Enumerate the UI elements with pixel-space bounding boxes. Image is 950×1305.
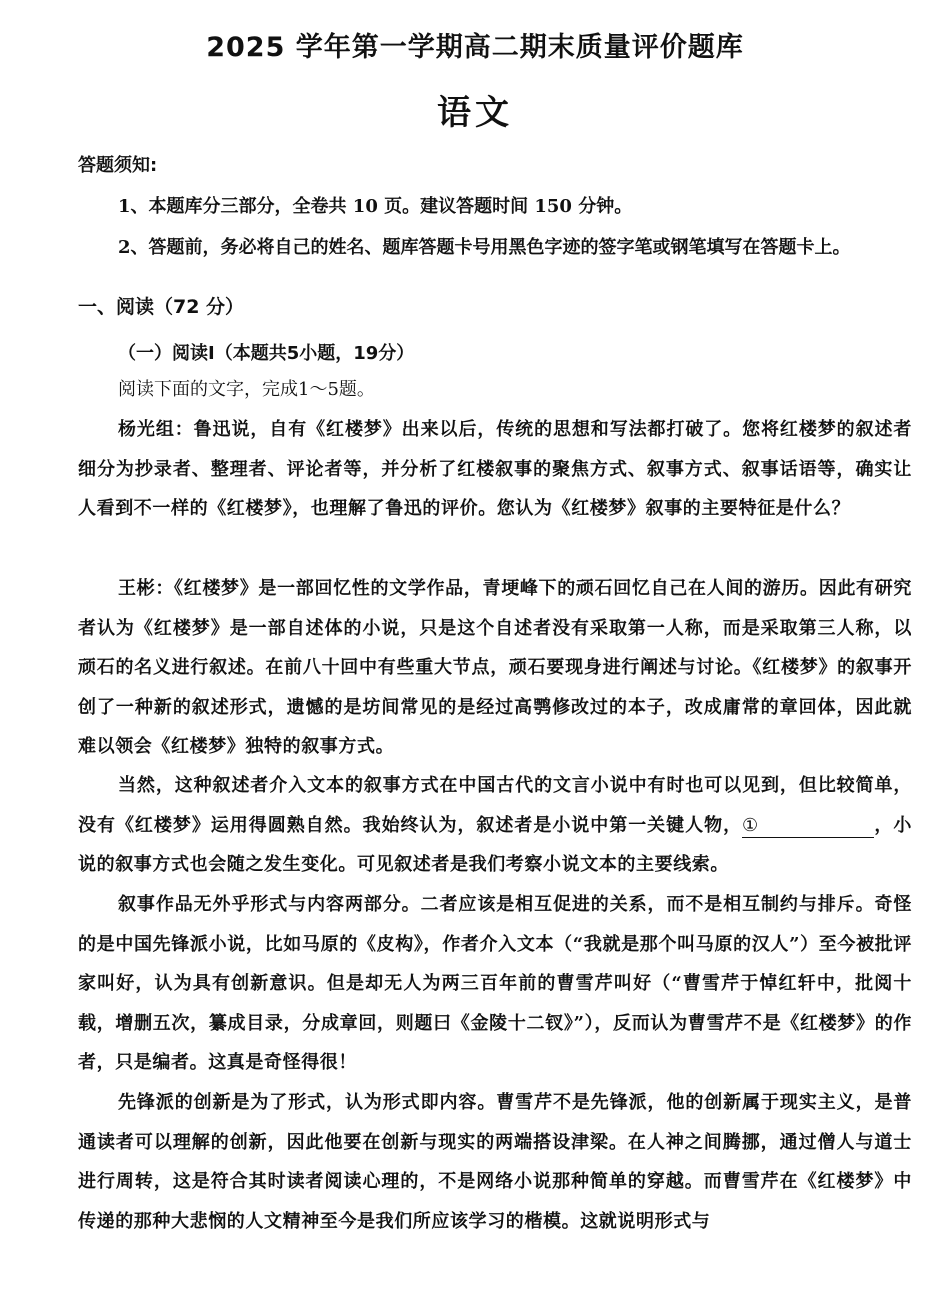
passage-paragraph: 叙事作品无外乎形式与内容两部分。二者应该是相互促进的关系，而不是相互制约与排斥。奇怪的是中国先锋派小说，比如马原的《皮构》，作者介入文本（“我就是那个叫马原的汉人”）至今被批评家叫好，认为具有创新意识。但是却无人为两三百年前的曹雪芹叫好（“曹雪芹于悼红轩中，批阅十载，增删五次，纂成目录，分成章回，则题曰《金陵十二钗》”），反而认为曹雪芹不是《红楼梦》的作者，只是编者。这真是奇怪得很！ [78, 894, 912, 1073]
reading-instruction: 阅读下面的文字，完成1～5题。 [118, 379, 375, 400]
exam-title: 2025 学年第一学期高二期末质量评价题库 [206, 32, 744, 63]
part-heading: （一）阅读I（本题共5小题，19分） [118, 343, 415, 364]
notice-item: 1、本题库分三部分，全卷共 10 页。建议答题时间 150 分钟。 [118, 196, 633, 217]
passage-paragraph: 杨光组：鲁迅说，自有《红楼梦》出来以后，传统的思想和写法都打破了。您将红楼梦的叙述者细分为抄录者、整理者、评论者等，并分析了红楼叙事的聚焦方式、叙事方式、叙事话语等，确实让人看到不一样的《红楼梦》，也理解了鲁迅的评价。您认为《红楼梦》叙事的主要特征是什么？ [78, 419, 912, 519]
passage-paragraph: 先锋派的创新是为了形式，认为形式即内容。曹雪芹不是先锋派，他的创新属于现实主义，是普通读者可以理解的创新，因此他要在创新与现实的两端搭设津梁。在人神之间腾挪，通过僧人与道士进行周转，这是符合其时读者阅读心理的，不是网络小说那种简单的穿越。而曹雪芹在《红楼梦》中传递的那种大悲悯的人文精神至今是我们所应该学习的楷模。这就说明形式与 [78, 1092, 912, 1232]
passage-paragraph [78, 766, 912, 885]
passage-paragraph: 王彬：《红楼梦》是一部回忆性的文学作品，青埂峰下的顽石回忆自己在人间的游历。因此有研究者认为《红楼梦》是一部自述体的小说，只是这个自述者没有采取第一人称，而是采取第三人称，以顽石的名义进行叙述。在前八十回中有些重大节点，顽石要现身进行阐述与讨论。《红楼梦》的叙事开创了一种新的叙述形式，遗憾的是坊间常见的是经过高鹗修改过的本子，改成庸常的章回体，因此就难以领会《红楼梦》独特的叙事方式。 [78, 578, 912, 757]
paragraph-text: ，小说的叙事方式也会随之发生变化。可见叙述者是我们考察小说文本的主要线索。 [78, 814, 912, 875]
notice-item: 2、答题前，务必将自己的姓名、题库答题卡号用黑色字迹的签字笔或钢笔填写在答题卡上。 [118, 237, 851, 258]
fill-in-blank: ① [742, 815, 874, 838]
subject-title: 语文 [437, 93, 513, 133]
section-heading: 一、阅读（72 分） [78, 296, 245, 318]
notice-heading: 答题须知: [78, 155, 158, 176]
paragraph-text: 当然，这种叙述者介入文本的叙事方式在中国古代的文言小说中有时也可以见到，但比较简单，没有《红楼梦》运用得圆熟自然。我始终认为，叙述者是小说中第一关键人物， [78, 775, 912, 836]
